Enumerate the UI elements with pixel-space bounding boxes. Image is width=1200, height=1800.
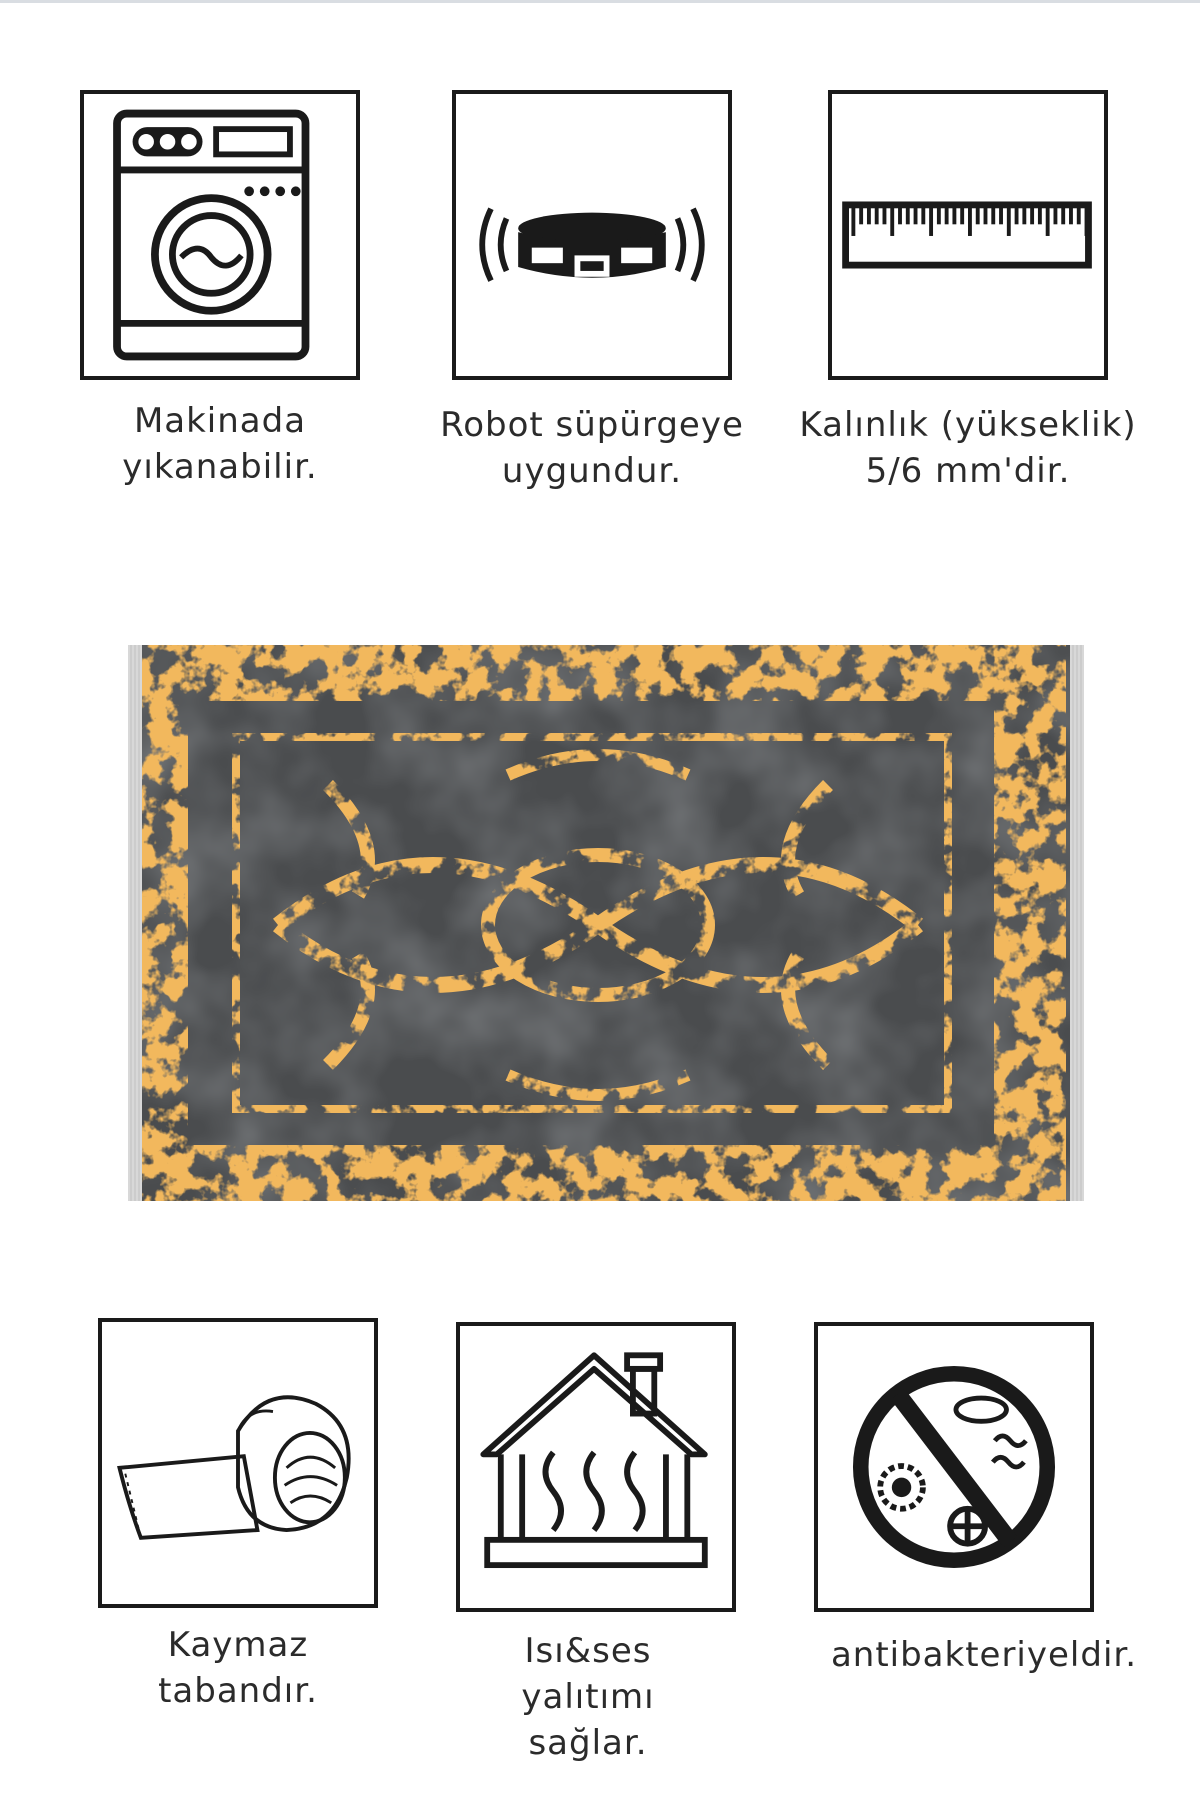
ruler-icon bbox=[832, 94, 1104, 376]
caption-line: Isı&ses bbox=[524, 1631, 652, 1671]
caption-insulation bbox=[398, 1628, 778, 1766]
caption-washing bbox=[30, 398, 410, 490]
feature-box-insulation bbox=[456, 1322, 736, 1612]
feature-box-ruler bbox=[828, 90, 1108, 380]
caption-line: 5/6 mm'dir. bbox=[865, 451, 1071, 491]
caption-line: uygundur. bbox=[501, 451, 683, 491]
caption-line: Kaymaz bbox=[167, 1625, 309, 1665]
house-heat-icon bbox=[460, 1326, 732, 1608]
feature-box-washing bbox=[80, 90, 360, 380]
caption-antibacterial bbox=[774, 1632, 1194, 1678]
caption-line: tabandır. bbox=[158, 1671, 318, 1711]
caption-line: antibakteriyeldir. bbox=[830, 1635, 1138, 1675]
caption-line: Makinada bbox=[133, 401, 307, 441]
rug-product-image bbox=[128, 645, 1084, 1201]
caption-line: yıkanabilir. bbox=[122, 447, 318, 487]
washing-machine-icon bbox=[84, 94, 356, 376]
top-divider bbox=[0, 0, 1200, 3]
caption-line: Robot süpürgeye bbox=[440, 405, 744, 445]
robot-vacuum-icon bbox=[456, 94, 728, 376]
feature-box-nonslip bbox=[98, 1318, 378, 1608]
rolled-rug-icon bbox=[102, 1322, 374, 1604]
caption-robot bbox=[402, 402, 782, 494]
caption-line: Kalınlık (yükseklik) bbox=[799, 405, 1137, 445]
caption-line: sağlar. bbox=[528, 1723, 648, 1763]
caption-nonslip bbox=[48, 1622, 428, 1714]
caption-thickness bbox=[778, 402, 1158, 494]
antibacterial-icon bbox=[818, 1326, 1090, 1608]
feature-box-robot bbox=[452, 90, 732, 380]
feature-box-antibacterial bbox=[814, 1322, 1094, 1612]
caption-line: yalıtımı bbox=[521, 1677, 655, 1717]
